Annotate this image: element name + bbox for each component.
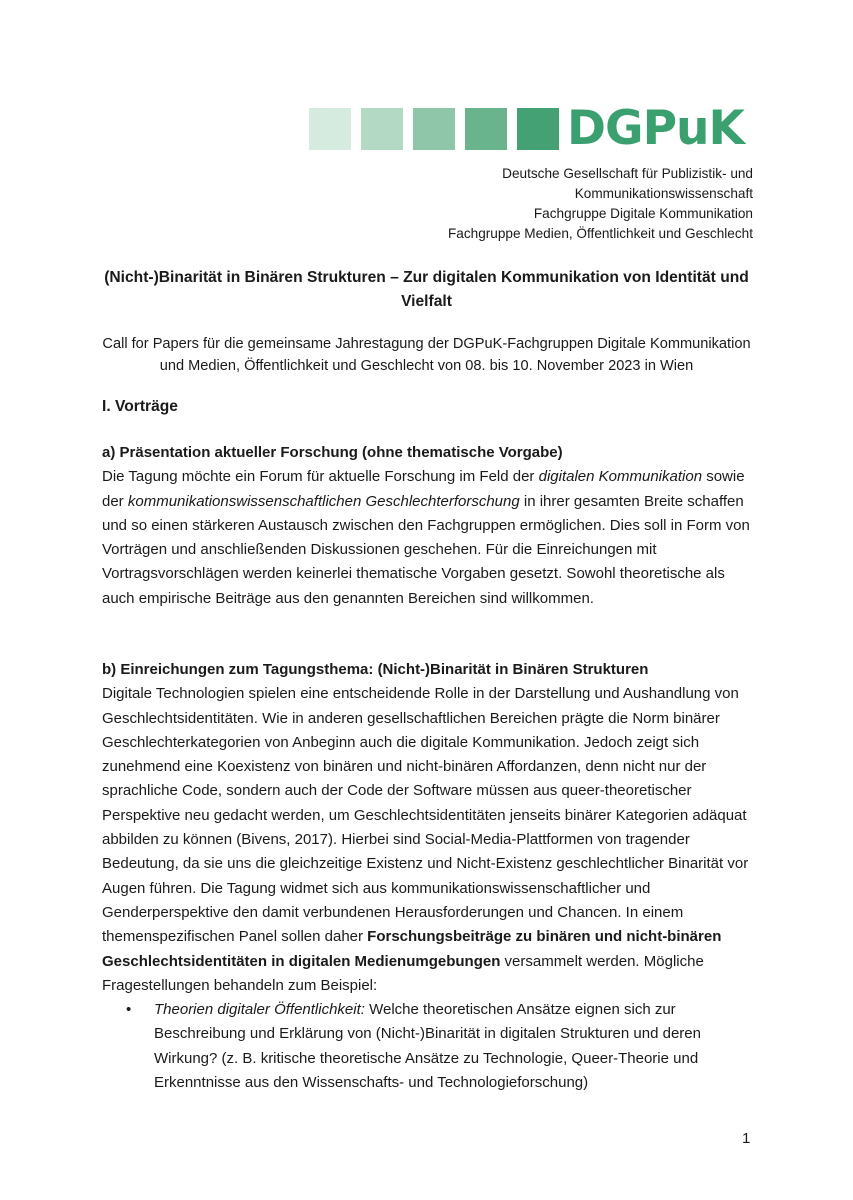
- text-run: Die Tagung möchte ein Forum für aktuelle Forschung im Feld der: [102, 468, 539, 486]
- call-for-papers-subtitle: [100, 334, 753, 377]
- cfp-line: Call for Papers für die gemeinsame Jahrestagung der DGPuK-Fachgruppen Digitale Kommunikation: [102, 336, 751, 352]
- text-run: in ihrer gesamten Breite schaffen und so einen stärkeren Austausch zwischen den Fachgruppen ermöglichen. Dies soll in Form von Vorträgen und anschließenden Diskussionen geschehen. Für die Einreichungen mit Vortragsvorschlägen werden keinerlei thematische Vorgaben gesetzt. Sowohl theoretische als auch empirische Beiträge aus den genannten Bereichen sind willkommen.: [102, 492, 750, 607]
- logo-wordmark: DGPuK: [567, 101, 744, 156]
- text-run: versammelt werden. Mögliche Fragestellungen behandeln zum Beispiel:: [102, 952, 704, 994]
- section-a: [102, 441, 752, 611]
- title-line: Vielfalt: [401, 293, 452, 310]
- org-line: Kommunikationswissenschaft: [574, 186, 753, 201]
- logo-square-3: [413, 108, 455, 150]
- emphasis-run: digitalen Kommunikation: [538, 468, 703, 486]
- org-line: Deutsche Gesellschaft für Publizistik- und: [502, 166, 753, 181]
- dgpuk-logo: [309, 101, 744, 156]
- page-number: 1: [742, 1130, 751, 1147]
- org-line: Fachgruppe Digitale Kommunikation: [533, 206, 753, 221]
- section-a-paragraph: [102, 465, 752, 611]
- question-list: [102, 998, 752, 1095]
- bullet-icon: •: [126, 1001, 132, 1019]
- logo-square-4: [465, 108, 507, 150]
- logo-square-1: [309, 108, 351, 150]
- text-run: Welche theoretischen Ansätze eignen sich zur Beschreibung und Erklärung von (Nicht-)Binarität in digitalen Strukturen und deren Wirkung? (z. B. kritische theoretische Ansätze zu Technologie, Queer-Theorie und Erkenntnisse aus den Wissenschafts- und Technologieforschung): [154, 1001, 701, 1092]
- organization-block: [448, 164, 753, 244]
- section-b-heading: b) Einreichungen zum Tagungsthema: (Nicht-)Binarität in Binären Strukturen: [102, 661, 649, 678]
- cfp-line: und Medien, Öffentlichkeit und Geschlecht von 08. bis 10. November 2023 in Wien: [159, 357, 694, 374]
- text-run: sowie der: [102, 468, 745, 510]
- title-line: (Nicht-)Binarität in Binären Strukturen – Zur digitalen Kommunikation von Identität und: [104, 269, 749, 286]
- list-item: [126, 998, 752, 1095]
- section-b-paragraph: [102, 682, 752, 998]
- bold-run: Forschungsbeiträge zu binären und nicht-binären Geschlechtsidentitäten in digitalen Medienumgebungen: [102, 928, 722, 970]
- section-heading-vortraege: I. Vorträge: [102, 398, 178, 415]
- text-run: Digitale Technologien spielen eine entscheidende Rolle in der Darstellung und Aushandlung von Geschlechtsidentitäten. Wie in anderen gesellschaftlichen Bereichen prägte die Norm binärer Geschlechterkategorien von Anbeginn auch die digitale Kommunikation. Jedoch zeigt sich zunehmend eine Koexistenz von binären und nicht-binären Affordanzen, denn nicht nur der sprachliche Code, sondern auch der Code der Software müssen aus queer-theoretischer Perspektive neu gedacht werden, um Geschlechtsidentitäten jenseits binärer Kategorien adäquat abbilden zu können (Bivens, 2017). Hierbei sind Social-Media-Plattformen von tragender Bedeutung, da sie uns die gleichzeitige Existenz und Nicht-Existenz geschlechtlicher Binarität vor Augen führen. Die Tagung widmet sich aus kommunikationswissenschaftlicher und Genderperspektive den damit verbundenen Herausforderungen und Chancen. In einem themenspezifischen Panel sollen daher: [102, 685, 749, 946]
- logo-square-2: [361, 108, 403, 150]
- emphasis-run: kommunikationswissenschaftlichen Geschlechterforschung: [127, 492, 520, 510]
- org-line: Fachgruppe Medien, Öffentlichkeit und Geschlecht: [447, 226, 753, 241]
- emphasis-run: Theorien digitaler Öffentlichkeit:: [154, 1001, 365, 1019]
- logo-square-5: [517, 108, 559, 150]
- section-b: [102, 658, 752, 1095]
- section-a-heading: a) Präsentation aktueller Forschung (ohne thematische Vorgabe): [102, 444, 563, 461]
- document-title: [100, 266, 753, 314]
